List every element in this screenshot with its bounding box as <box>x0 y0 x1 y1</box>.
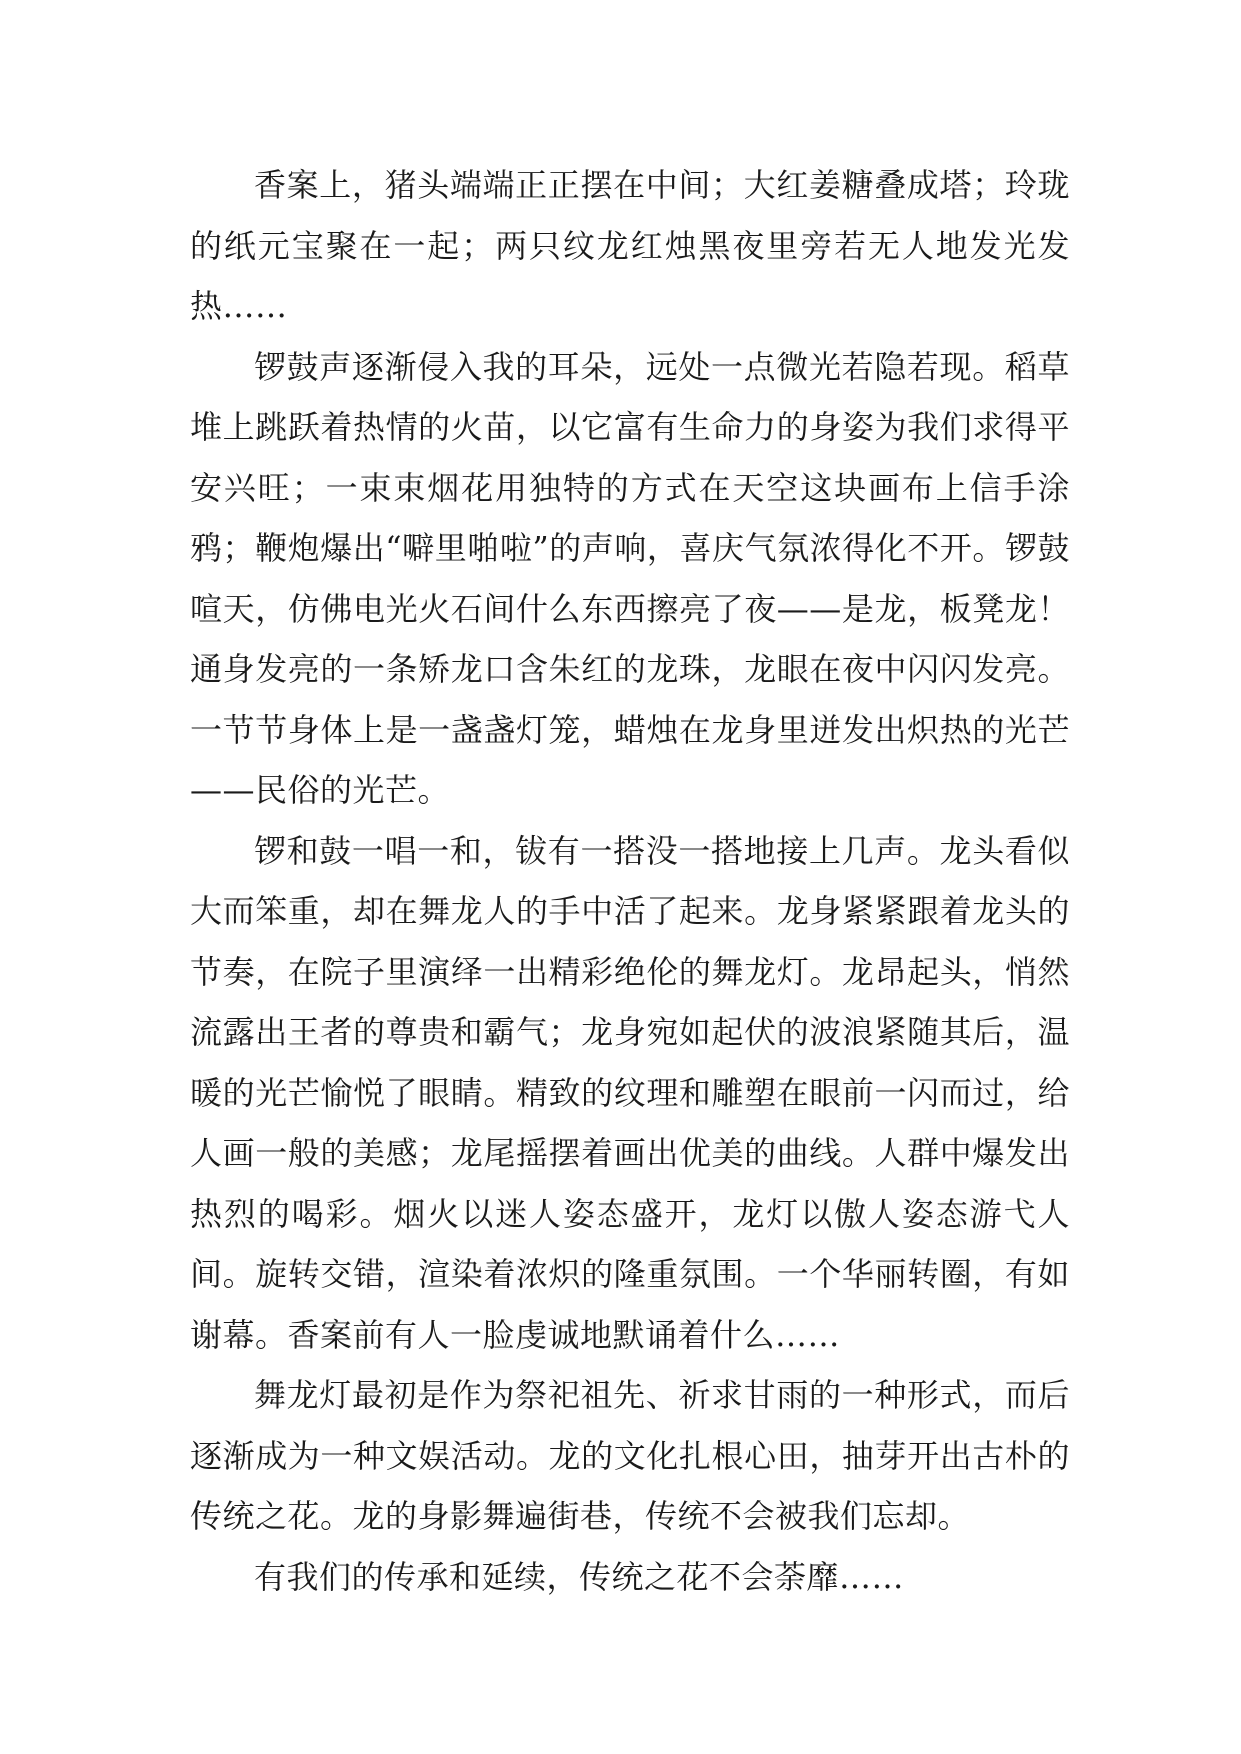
paragraph-1: 香案上，猪头端端正正摆在中间；大红姜糖叠成塔；玲珑的纸元宝聚在一起；两只纹龙红烛黑夜里旁若无人地发光发热…… <box>190 166 1070 325</box>
paragraph-4: 舞龙灯最初是作为祭祀祖先、祈求甘雨的一种形式，而后逐渐成为一种文娱活动。龙的文化扎根心田，抽芽开出古朴的传统之花。龙的身影舞遍街巷，传统不会被我们忘却。 <box>190 1376 1070 1535</box>
paragraph-3: 锣和鼓一唱一和，钹有一搭没一搭地接上几声。龙头看似大而笨重，却在舞龙人的手中活了起来。龙身紧紧跟着龙头的节奏，在院子里演绎一出精彩绝伦的舞龙灯。龙昂起头，悄然流露出王者的尊贵和霸气；龙身宛如起伏的波浪紧随其后，温暖的光芒愉悦了眼睛。精致的纹理和雕塑在眼前一闪而过，给人画一般的美感；龙尾摇摆着画出优美的曲线。人群中爆发出热烈的喝彩。烟火以迷人姿态盛开，龙灯以傲人姿态游弋人间。旋转交错，渲染着浓炽的隆重氛围。一个华丽转圈，有如谢幕。香案前有人一脸虔诚地默诵着什么…… <box>190 831 1070 1354</box>
paragraph-2: 锣鼓声逐渐侵入我的耳朵，远处一点微光若隐若现。稻草堆上跳跃着热情的火苗，以它富有生命力的身姿为我们求得平安兴旺；一束束烟花用独特的方式在天空这块画布上信手涂鸦；鞭炮爆出“噼里啪啦”的声响，喜庆气氛浓得化不开。锣鼓喧天，仿佛电光火石间什么东西擦亮了夜——是龙，板凳龙！通身发亮的一条矫龙口含朱红的龙珠，龙眼在夜中闪闪发亮。一节节身体上是一盏盏灯笼，蜡烛在龙身里迸发出炽热的光芒——民俗的光芒。 <box>190 347 1070 809</box>
essay-body <box>190 155 1070 1607</box>
paragraph-5: 有我们的传承和延续，传统之花不会荼靡…… <box>254 1557 905 1596</box>
